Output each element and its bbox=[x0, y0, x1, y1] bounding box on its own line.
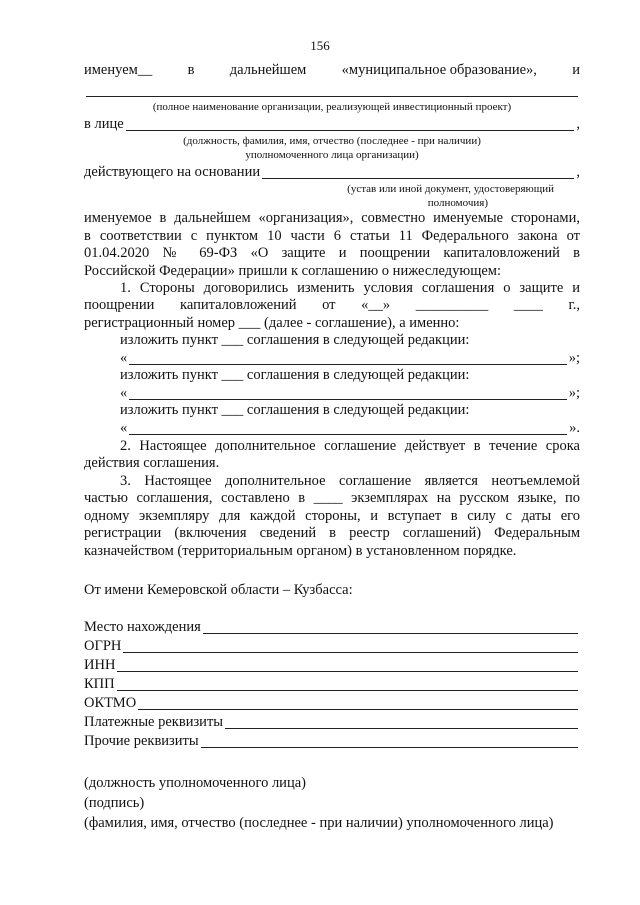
quote-close: »; bbox=[568, 384, 580, 401]
org-name-line bbox=[84, 80, 580, 100]
requisite-blank bbox=[201, 733, 578, 748]
edit-instruction-2: изложить пункт ___ соглашения в следующей редакции: bbox=[120, 367, 470, 383]
date-month: __________ bbox=[415, 297, 489, 313]
preamble-paragraph bbox=[84, 210, 580, 280]
requisite-other bbox=[84, 732, 580, 751]
person-blank bbox=[126, 116, 575, 131]
item-2-paragraph bbox=[84, 438, 580, 473]
preamble-line: именуемое в дальнейшем «организация», совместно именуемые сторонами, bbox=[84, 210, 580, 226]
basis-hint-2: полномочия) bbox=[427, 197, 488, 209]
person-hint-2: уполномоченного лица организации) bbox=[245, 149, 419, 161]
text-named: именуем__ bbox=[84, 62, 153, 78]
item-3-paragraph bbox=[84, 473, 580, 561]
item-2-line: 2. Настоящее дополнительное соглашение действует в течение срока bbox=[120, 437, 580, 454]
document-body bbox=[84, 60, 580, 833]
page-number: 156 bbox=[310, 38, 330, 53]
item-3-line: 3. Настоящее дополнительное соглашение является неотъемлемой bbox=[120, 472, 580, 489]
item-2-line: действия соглашения. bbox=[84, 455, 220, 471]
preamble-line: 01.04.2020 № 69-ФЗ «О защите и поощрении капиталовложений в bbox=[84, 245, 580, 261]
text-further: дальнейшем bbox=[229, 62, 307, 78]
item-3-line: казначейством (территориальным органом) в установленном порядке. bbox=[84, 542, 517, 559]
org-name-hint: (полное наименование организации, реализующей инвестиционный проект) bbox=[152, 101, 512, 113]
edit-instruction-1: изложить пункт ___ соглашения в следующей редакции: bbox=[120, 332, 470, 348]
requisite-label: Платежные реквизиты bbox=[84, 714, 224, 730]
text-encouragement: поощрении bbox=[84, 297, 155, 313]
requisite-location bbox=[84, 618, 580, 637]
quote-open: « bbox=[120, 349, 128, 366]
item-1-line: 1. Стороны договорились изменить условия соглашения о защите и bbox=[120, 280, 580, 296]
item-1-line: регистрационный номер ___ (далее - соглашение), а именно: bbox=[84, 315, 460, 331]
person-line bbox=[84, 114, 580, 134]
item-3-line: одному экземпляру для каждой стороны, и вступает в силу с даты его bbox=[84, 507, 580, 524]
basis-line bbox=[84, 162, 580, 182]
item-1-line-2 bbox=[84, 298, 580, 316]
on-behalf-heading: От имени Кемеровской области – Кузбасса: bbox=[84, 582, 353, 598]
text-from: от bbox=[322, 297, 336, 313]
basis-blank bbox=[262, 164, 574, 179]
requisite-label: Место нахождения bbox=[84, 619, 201, 635]
in-person-label: в лице bbox=[84, 116, 124, 132]
requisite-label: ИНН bbox=[84, 657, 116, 673]
quote-close: »; bbox=[568, 349, 580, 366]
text-investments: капиталовложений bbox=[180, 297, 297, 313]
requisite-blank bbox=[203, 619, 578, 634]
edit-text-blank bbox=[129, 420, 567, 435]
edit-instruction-3: изложить пункт ___ соглашения в следующей редакции: bbox=[120, 402, 470, 418]
requisite-kpp bbox=[84, 675, 580, 694]
basis-hint-1: (устав или иной документ, удостоверяющий bbox=[347, 183, 554, 195]
person-hint-1: (должность, фамилия, имя, отчество (последнее - при наличии) bbox=[183, 135, 481, 147]
requisite-payment bbox=[84, 713, 580, 732]
org-name-blank bbox=[86, 82, 578, 97]
signature-sign: (подпись) bbox=[84, 795, 145, 811]
requisite-label: ОГРН bbox=[84, 638, 122, 654]
date-year: ____ bbox=[513, 297, 543, 313]
edit-text-line-3 bbox=[84, 420, 580, 438]
requisite-blank bbox=[138, 695, 578, 710]
text-and: и bbox=[572, 62, 580, 78]
signature-name: (фамилия, имя, отчество (последнее - при наличии) уполномоченного лица) bbox=[84, 815, 554, 831]
preamble-line: Российской Федерации» пришли к соглашению о нижеследующем: bbox=[84, 262, 502, 279]
preamble-line: в соответствии с пунктом 10 части 6 статьи 11 Федерального закона от bbox=[84, 227, 580, 244]
edit-text-blank bbox=[129, 350, 566, 365]
requisite-blank bbox=[117, 657, 578, 672]
acting-label: действующего на основании bbox=[84, 164, 261, 180]
quote-open: « bbox=[120, 419, 128, 436]
requisite-label: КПП bbox=[84, 676, 115, 692]
quote-close: ». bbox=[569, 419, 580, 436]
requisite-ogrn bbox=[84, 637, 580, 656]
requisite-inn bbox=[84, 656, 580, 675]
item-3-line: регистрации (включения сведений в реестр соглашений) Федеральным bbox=[84, 525, 580, 541]
item-1-paragraph bbox=[84, 280, 580, 333]
requisite-blank bbox=[225, 714, 578, 729]
edit-text-blank bbox=[129, 385, 566, 400]
basis-comma: , bbox=[576, 164, 580, 180]
text-year-suffix: г., bbox=[568, 297, 580, 313]
text-in: в bbox=[187, 62, 195, 78]
signature-position: (должность уполномоченного лица) bbox=[84, 775, 306, 791]
requisite-label: Прочие реквизиты bbox=[84, 733, 199, 749]
requisite-blank bbox=[123, 638, 578, 653]
quote-open: « bbox=[120, 384, 128, 401]
item-3-line: частью соглашения, составлено в ____ экземплярах на русском языке, по bbox=[84, 490, 580, 506]
requisite-blank bbox=[117, 676, 578, 691]
heading-line-1 bbox=[84, 60, 580, 80]
requisites-block bbox=[84, 618, 580, 751]
signature-block bbox=[84, 773, 580, 833]
requisite-label: ОКТМО bbox=[84, 695, 137, 711]
person-comma: , bbox=[576, 116, 580, 132]
date-day: «__» bbox=[361, 297, 391, 313]
text-municipal: «муниципальное образование», bbox=[341, 62, 537, 78]
requisite-oktmo bbox=[84, 694, 580, 713]
